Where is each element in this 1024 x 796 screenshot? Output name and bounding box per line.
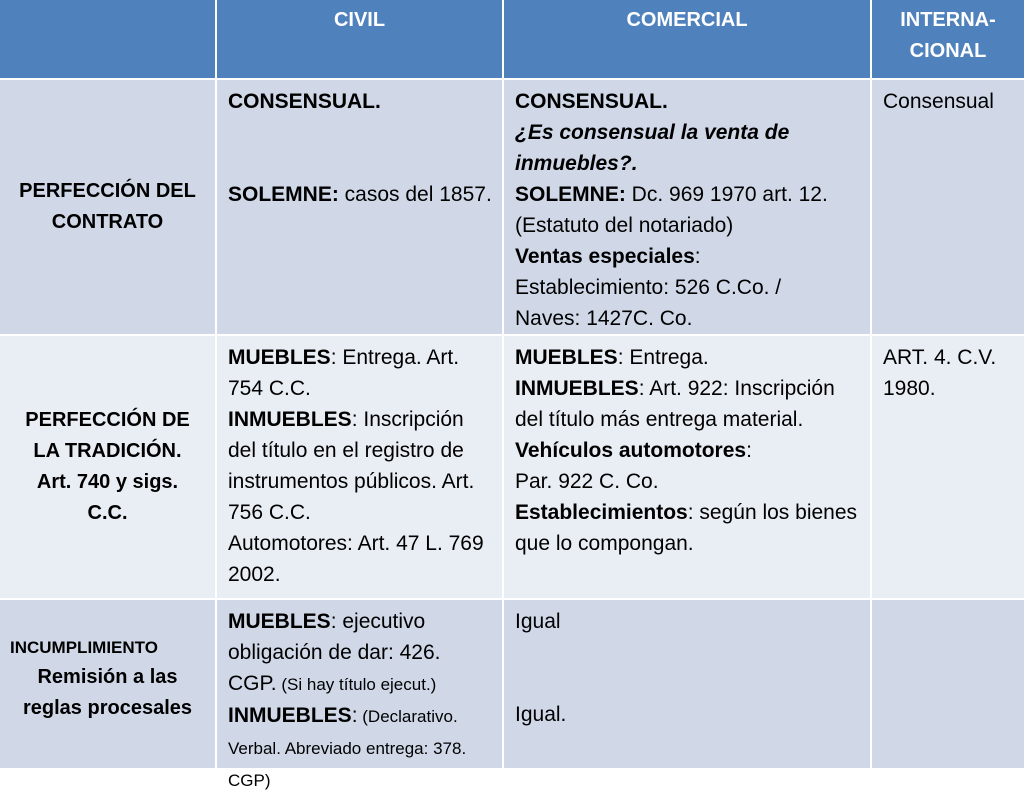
- row-perfeccion-contrato-label: [0, 80, 215, 334]
- row2-comercial-establecimientos: Establecimientos: según los bienes que lo compongan.: [515, 501, 858, 555]
- row3-comercial-cell: [504, 600, 870, 768]
- row3-civil-cell: [217, 600, 502, 790]
- row1-comercial-consensual: CONSENSUAL.: [515, 90, 668, 113]
- row-incumplimiento-label: [0, 600, 215, 768]
- row3-civil-muebles: MUEBLES: ejecutivo obligación de dar: 426. CGP. (Si hay título ejecut.): [228, 610, 441, 695]
- header-corner: [0, 0, 215, 78]
- row1-comercial-ventas: Ventas especiales:: [515, 245, 701, 268]
- row1-comercial-naves: Naves: 1427C. Co.: [515, 307, 693, 330]
- row2-label-line-4: C.C.: [87, 502, 128, 524]
- row1-civil-cell: [217, 80, 502, 334]
- row1-comercial-solemne: SOLEMNE: Dc. 969 1970 art. 12. (Estatuto del notariado): [515, 183, 828, 237]
- row2-label-line-3: Art. 740 y sigs.: [36, 471, 179, 493]
- header-civil-text: CIVIL: [333, 9, 386, 31]
- row2-label-line-1: PERFECCIÓN DE: [25, 409, 190, 431]
- row1-internacional-text: Consensual: [883, 90, 994, 113]
- row3-label-line-2: reglas procesales: [23, 697, 192, 719]
- row1-internacional-cell: [872, 80, 1024, 334]
- row2-internacional-text: ART. 4. C.V. 1980.: [883, 346, 997, 400]
- row1-comercial-question: ¿Es consensual la venta de inmuebles?.: [515, 121, 790, 175]
- row3-civil-inmuebles: INMUEBLES: (Declarativo. Verbal. Abreviado entrega: 378. CGP): [228, 704, 467, 790]
- row3-comercial-igual-1: Igual: [515, 610, 561, 633]
- row3-comercial-igual-2: Igual.: [515, 703, 567, 726]
- row3-label-lines: [0, 662, 215, 724]
- row1-comercial-establecimiento: Establecimiento: 526 C.Co. /: [515, 276, 782, 299]
- row2-comercial-muebles: MUEBLES: Entrega.: [515, 346, 709, 369]
- row3-label-line-1: Remisión a las: [37, 666, 178, 688]
- row1-label-line-1: PERFECCIÓN DEL: [19, 180, 196, 202]
- row2-comercial-vehiculos: Vehículos automotores:: [515, 439, 752, 462]
- row2-civil-cell: [217, 336, 502, 598]
- header-internacional-line-1: INTERNA-: [900, 9, 996, 31]
- row3-label-small: INCUMPLIMIENTO: [10, 638, 158, 657]
- row1-label-line-2: CONTRATO: [51, 211, 164, 233]
- header-comercial-text: COMERCIAL: [626, 9, 748, 31]
- row-perfeccion-tradicion-label: [0, 336, 215, 598]
- row1-civil-solemne: SOLEMNE: casos del 1857.: [228, 183, 492, 206]
- row2-civil-muebles: MUEBLES: Entrega. Art. 754 C.C.: [228, 346, 460, 400]
- row2-comercial-par: Par. 922 C. Co.: [515, 470, 659, 493]
- header-comercial: [504, 0, 870, 78]
- header-civil: [217, 0, 502, 78]
- row3-internacional-cell: [872, 600, 1024, 768]
- header-internacional: [872, 0, 1024, 78]
- row2-civil-inmuebles: INMUEBLES: Inscripción del título en el registro de instrumentos públicos. Art. 756 C.C.: [228, 408, 475, 524]
- row2-comercial-cell: [504, 336, 870, 598]
- row2-label-line-2: LA TRADICIÓN.: [33, 440, 182, 462]
- row2-civil-automotores: Automotores: Art. 47 L. 769 2002.: [228, 532, 484, 586]
- row1-civil-consensual: CONSENSUAL.: [228, 90, 381, 113]
- row2-comercial-inmuebles: INMUEBLES: Art. 922: Inscripción del título más entrega material.: [515, 377, 835, 431]
- row2-internacional-cell: [872, 336, 1024, 598]
- header-internacional-line-2: CIONAL: [909, 40, 987, 62]
- row1-comercial-cell: [504, 80, 870, 334]
